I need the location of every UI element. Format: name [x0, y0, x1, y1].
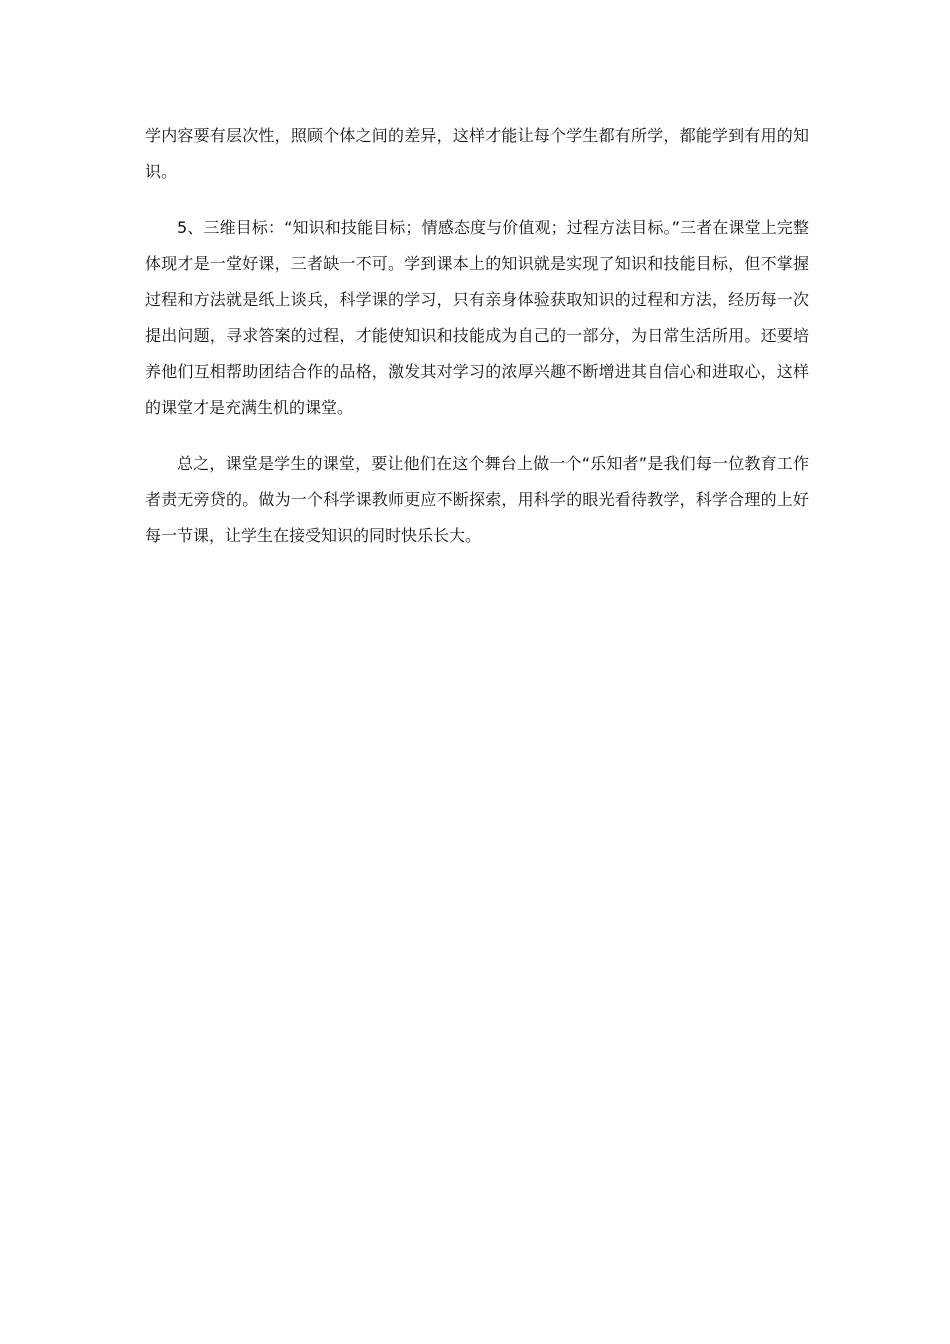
document-body — [145, 118, 809, 574]
paragraph-continuation: 学内容要有层次性，照顾个体之间的差异，这样才能让每个学生都有所学，都能学到有用的知识。 — [145, 126, 809, 181]
paragraph-three-dimensional-goals: 5、三维目标：“知识和技能目标；情感态度与价值观；过程方法目标。”三者在课堂上完整体现才是一堂好课，三者缺一不可。学到课本上的知识就是实现了知识和技能目标，但不掌握过程和方法就是纸上谈兵，科学课的学习，只有亲身体验获取知识的过程和方法，经历每一次提出问题，寻求答案的过程，才能使知识和技能成为自己的一部分，为日常生活所用。还要培养他们互相帮助团结合作的品格，激发其对学习的浓厚兴趣不断增进其自信心和进取心，这样的课堂才是充满生机的课堂。 — [145, 218, 809, 417]
paragraph-conclusion: 总之，课堂是学生的课堂，要让他们在这个舞台上做一个“乐知者”是我们每一位教育工作者责无旁贷的。做为一个科学课教师更应不断探索，用科学的眼光看待教学，科学合理的上好每一节课，让学生在接受知识的同时快乐长大。 — [145, 454, 809, 545]
